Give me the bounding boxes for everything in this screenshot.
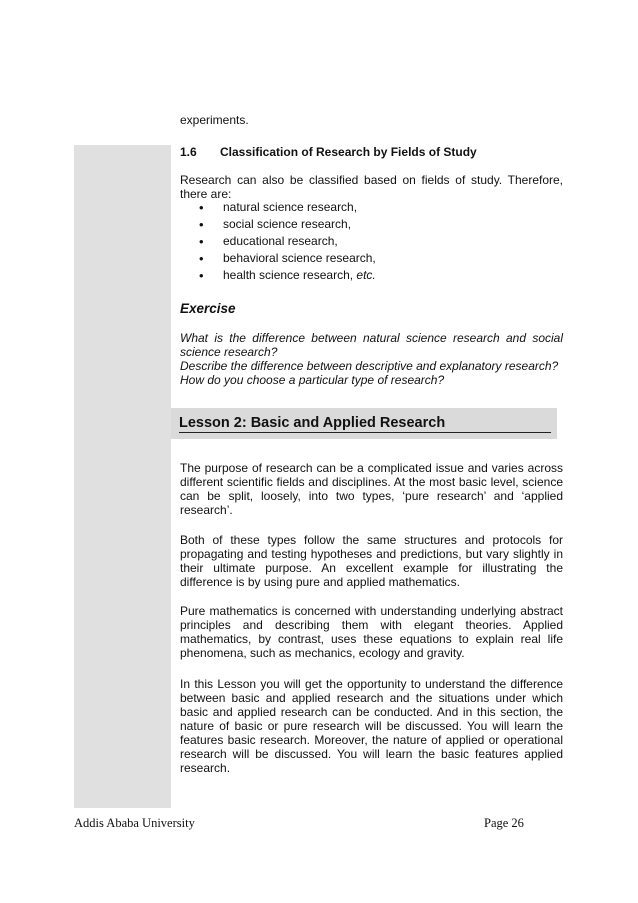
- bullet-icon: •: [199, 217, 204, 232]
- top-text: experiments.: [180, 113, 249, 127]
- bullet-icon: •: [199, 234, 204, 249]
- paragraph: Pure mathematics is concerned with understanding underlying abstract principles and describing them with elegant theories. Applied mathematics, by contrast, uses these equations to explain real life phenomena, such as mechanics, ecology and gravity.: [180, 604, 563, 660]
- page-number: Page 26: [484, 816, 524, 830]
- paragraph: Both of these types follow the same structures and protocols for propagating and testing hypotheses and predictions, but vary slightly in their ultimate purpose. An excellent example for illustrating the difference is by using pure and applied mathematics.: [180, 533, 563, 589]
- footer-institution: Addis Ababa University: [74, 816, 195, 830]
- bullet-icon: •: [199, 200, 204, 215]
- exercise-question-1: What is the difference between natural science research and social science research?: [180, 331, 563, 359]
- section-heading: [180, 145, 563, 159]
- list-item: • educational research,: [199, 234, 338, 249]
- list-item: • behavioral science research,: [199, 251, 376, 266]
- list-item: • social science research,: [199, 217, 352, 232]
- exercise-questions: [180, 331, 563, 387]
- paragraph: In this Lesson you will get the opportunity to understand the difference between basic and applied research and the situations under which basic and applied research can be conducted. And in this section, the nature of basic or pure research will be discussed. You will learn the features basic research. Moreover, the nature of applied or operational research will be discussed. You will learn the basic features applied research.: [180, 677, 563, 775]
- intro-paragraph: Research can also be classified based on fields of study. Therefore, there are:: [180, 173, 563, 201]
- field-list: [180, 199, 563, 284]
- list-item: • health science research, etc.: [199, 268, 376, 283]
- bullet-icon: •: [199, 268, 204, 283]
- etc-suffix: etc.: [356, 268, 376, 282]
- bullet-icon: •: [199, 251, 204, 266]
- gray-margin-column: [74, 145, 171, 808]
- exercise-title: Exercise: [180, 301, 236, 316]
- section-number: 1.6: [180, 145, 197, 159]
- exercise-question-3: How do you choose a particular type of research?: [180, 373, 445, 387]
- list-item: • natural science research,: [199, 200, 358, 215]
- lesson-title: Lesson 2: Basic and Applied Research: [179, 414, 551, 433]
- section-title: Classification of Research by Fields of Study: [220, 145, 477, 159]
- paragraph: The purpose of research can be a complicated issue and varies across different scientific fields and disciplines. At the most basic level, science can be split, loosely, into two types, ‘pure research’ and ‘applied research’.: [180, 461, 563, 517]
- exercise-question-2: Describe the difference between descriptive and explanatory research?: [180, 359, 559, 373]
